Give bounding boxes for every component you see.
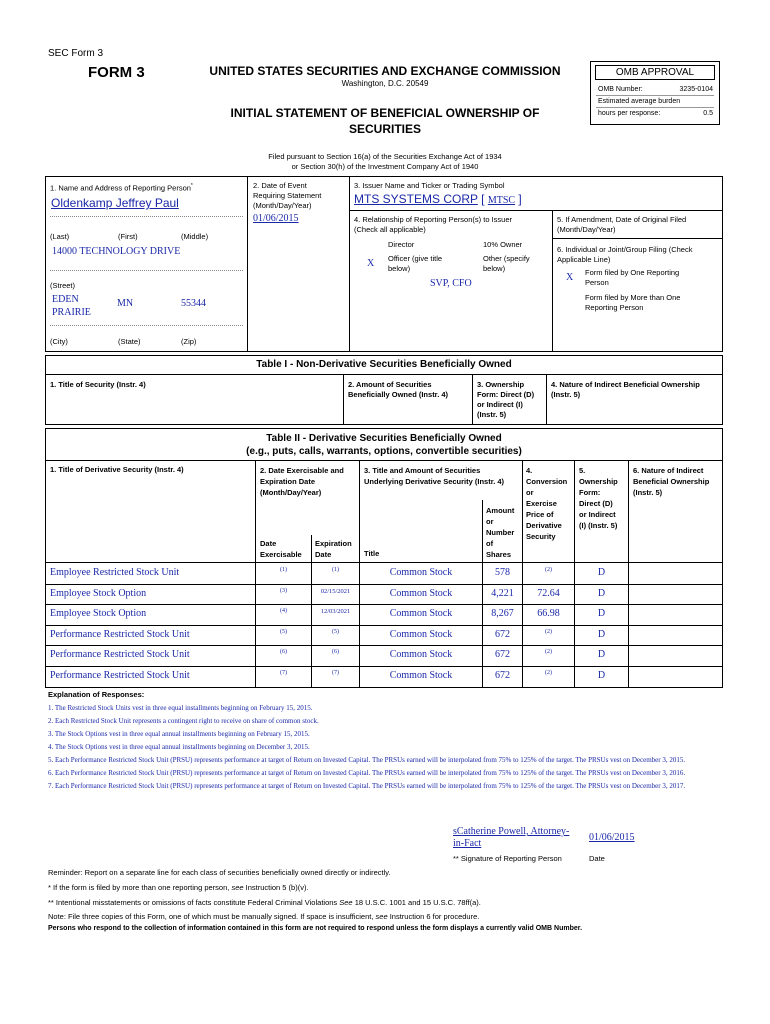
note-4: 4. The Stock Options vest in three equal annual installments beginning on December 3, 2015. (48, 743, 310, 751)
row-title: Employee Restricted Stock Unit (50, 567, 180, 578)
table-2-sub-date-exercisable: Date Exercisable (260, 539, 302, 559)
table-2-sub-expiration: Expiration Date (315, 539, 352, 559)
note-3: 3. The Stock Options vest in three equal annual installments beginning on February 15, 2015. (48, 730, 310, 738)
street-value: 14000 TECHNOLOGY DRIVE (52, 246, 181, 257)
row-title: Performance Restricted Stock Unit (50, 628, 190, 640)
table-2-col6: 6. Nature of Indirect Beneficial Ownership (Instr. 5) (633, 466, 710, 497)
persons-note: Persons who respond to the collection of information contained in this form are not required to respond unless the form displays a currently valid OMB Number. (48, 925, 583, 932)
state-value: MN (117, 298, 134, 309)
table-2-col3: 3. Title and Amount of Securities Underlying Derivative Security (Instr. 4) (364, 466, 505, 486)
filing-label: 6. Individual or Joint/Group Filing (Check Applicable Line) (557, 245, 693, 264)
reporter-label: 1. Name and Address of Reporting Person* (50, 183, 193, 193)
issuer-ticker: MTSC (487, 195, 516, 206)
table-1-col2: 2. Amount of Securities Beneficially Owned (Instr. 4) (348, 380, 449, 399)
omb-hours-value: 0.5 (703, 110, 713, 117)
row-ownership-form: D (597, 587, 606, 599)
last-label: (Last) (50, 232, 70, 241)
note-2: 2. Each Restricted Stock Unit represents a contingent right to receive on share of common stock. (48, 717, 319, 725)
omb-burden-label: Estimated average burden (598, 98, 681, 105)
signature-name: sCatherine Powell, Attorney- in-Fact (453, 826, 570, 849)
row-underlying-title: Common Stock (389, 587, 453, 599)
ten-percent-option: 10% Owner (483, 240, 523, 249)
row-shares: 672 (495, 669, 510, 681)
row-exercisable: (4) (280, 608, 287, 614)
table-2-col4: 4. Conversion or Exercise Price of Derivative Security (526, 466, 568, 541)
note-1: 1. The Restricted Stock Units vest in three equal installments beginning on February 15, 2015. (48, 704, 313, 712)
zip-value: 55344 (181, 298, 206, 309)
row-ownership-form: D (597, 608, 606, 619)
commission-title: UNITED STATES SECURITIES AND EXCHANGE COMMISSION (209, 64, 561, 78)
table-1-col3: 3. Ownership Form: Direct (D) or Indirect (I) (Instr. 5) (477, 380, 535, 419)
row-expiration: (1) (332, 567, 339, 573)
director-option: Director (388, 240, 415, 249)
omb-number-label: OMB Number: (598, 86, 643, 93)
explanation-notes (48, 703, 724, 794)
filed-pursuant-2: or Section 30(h) of the Investment Company Act of 1940 (291, 162, 479, 171)
city-value: EDEN PRAIRIE (52, 294, 91, 318)
row-underlying-title: Common Stock (389, 628, 453, 640)
relationship-label: 4. Relationship of Reporting Person(s) to Issuer (Check all applicable) (354, 215, 512, 234)
row-price: 66.98 (537, 608, 560, 619)
table-2-col2: 2. Date Exercisable and Expiration Date (Month/Day/Year) (260, 466, 344, 497)
table-2-col5: 5. Ownership Form: Direct (D) or Indirect (I) (Instr. 5) (579, 466, 618, 530)
row-underlying-title: Common Stock (389, 649, 453, 660)
street-label: (Street) (50, 281, 76, 290)
table-2-sub-title: Title (364, 549, 380, 558)
officer-title: SVP, CFO (430, 278, 472, 289)
criminal-note: ** Intentional misstatements or omissions of facts constitute Federal Criminal Violations See 18 U.S.C. 1001 and 15 U.S.C. 78ff(a). (48, 898, 481, 907)
row-exercisable: (3) (280, 587, 287, 594)
event-date-value: 01/06/2015 (253, 213, 299, 224)
row-expiration: 02/15/2021 (320, 587, 351, 595)
row-ownership-form: D (597, 669, 606, 681)
row-ownership-form: D (597, 649, 606, 660)
event-date-label: 2. Date of Event Requiring Statement (Month/Day/Year) (253, 181, 322, 210)
state-label: (State) (118, 337, 141, 346)
omb-approval-box (590, 61, 720, 125)
row-price: 72.64 (537, 587, 560, 599)
row-ownership-form: D (597, 628, 606, 640)
row-shares: 8,267 (491, 608, 514, 619)
row-expiration: (6) (332, 649, 339, 655)
row-title: Performance Restricted Stock Unit (50, 669, 190, 681)
other-option: Other (specify below) (483, 254, 530, 273)
note-7: 7. Each Performance Restricted Stock Unit (PRSU) represents performance at target of Return on Invested Capital. The PRSUs earned will be interpolated from 75% to 125% of the target. The PRSUs vest on December 3, 2017. (48, 782, 686, 790)
row-shares: 4,221 (491, 587, 514, 599)
filing-more-option: Form filed by More than One Reporting Person (585, 293, 681, 312)
row-expiration: (5) (332, 628, 339, 635)
row-price: (2) (545, 567, 552, 573)
city-label: (City) (50, 337, 68, 346)
note-5: 5. Each Performance Restricted Stock Unit (PRSU) represents performance at target of Return on Invested Capital. The PRSUs earned will be interpolated from 75% to 125% of the target. The PRSUs vest on December 3, 2015. (48, 756, 686, 764)
signature-date-label: Date (589, 854, 605, 863)
table-2-sub-amount: Amount or Number of Shares (486, 506, 515, 559)
filing-one-option: Form filed by One Reporting Person (585, 268, 680, 287)
row-shares: 672 (495, 628, 510, 640)
reminder-text: Reminder: Report on a separate line for each class of securities beneficially owned directly or indirectly. (48, 868, 391, 877)
filed-pursuant-1: Filed pursuant to Section 16(a) of the Securities Exchange Act of 1934 (268, 152, 502, 161)
signature-label: ** Signature of Reporting Person (453, 854, 562, 863)
issuer-name-row: MTS SYSTEMS CORP [ MTSC ] (354, 192, 522, 206)
table-2-col1: 1. Title of Derivative Security (Instr. 4) (50, 465, 184, 474)
commission-city: Washington, D.C. 20549 (341, 79, 429, 88)
issuer-label: 3. Issuer Name and Ticker or Trading Symbol (354, 181, 505, 190)
amendment-label: 5. If Amendment, Date of Original Filed (Month/Day/Year) (557, 215, 687, 234)
star-note: * If the form is filed by more than one reporting person, see Instruction 5 (b)(v). (48, 883, 309, 892)
file-copies-note: Note: File three copies of this Form, one of which must be manually signed. If space is insufficient, see Instruction 6 for procedure. (48, 912, 480, 921)
form-title-line1: INITIAL STATEMENT OF BENEFICIAL OWNERSHIP OF (230, 106, 540, 120)
form-title-line2: SECURITIES (348, 122, 421, 136)
row-underlying-title: Common Stock (389, 567, 453, 578)
row-ownership-form: D (597, 567, 606, 578)
zip-label: (Zip) (181, 337, 197, 346)
form-label: FORM 3 (88, 64, 145, 81)
table-2-title: Table II - Derivative Securities Beneficially Owned (e.g., puts, calls, warrants, options, convertible securities) (246, 433, 522, 457)
middle-label: (Middle) (181, 232, 209, 241)
row-underlying-title: Common Stock (389, 669, 453, 681)
row-exercisable: (7) (280, 669, 287, 676)
note-6: 6. Each Performance Restricted Stock Unit (PRSU) represents performance at target of Return on Invested Capital. The PRSUs earned will be interpolated from 75% to 125% of the target. The PRSUs vest on December 3, 2016. (48, 769, 686, 777)
officer-check-mark: X (367, 258, 375, 269)
omb-title: OMB APPROVAL (595, 65, 715, 80)
row-shares: 672 (495, 649, 510, 660)
table-1-col1: 1. Title of Security (Instr. 4) (50, 380, 146, 389)
row-exercisable: (1) (280, 567, 287, 573)
sec-form-label: SEC Form 3 (48, 48, 104, 59)
row-price: (2) (545, 649, 552, 655)
signature-date: 01/06/2015 (589, 832, 635, 843)
filing-check-mark: X (566, 272, 574, 283)
row-underlying-title: Common Stock (389, 608, 453, 619)
row-shares: 578 (495, 567, 510, 578)
row-exercisable: (5) (280, 628, 287, 635)
row-title: Employee Stock Option (50, 587, 147, 599)
row-expiration: 12/03/2021 (320, 608, 351, 615)
row-title: Performance Restricted Stock Unit (50, 649, 190, 660)
row-price: (2) (545, 628, 552, 635)
table-1-col4: 4. Nature of Indirect Beneficial Ownership (Instr. 5) (551, 380, 700, 399)
row-title: Employee Stock Option (50, 608, 147, 619)
reporter-name: Oldenkamp Jeffrey Paul (51, 196, 179, 210)
explanation-heading: Explanation of Responses: (48, 690, 145, 699)
omb-hours-label: hours per response: (598, 110, 661, 117)
officer-option: Officer (give title below) (388, 254, 443, 273)
omb-number-value: 3235-0104 (679, 86, 713, 93)
row-exercisable: (6) (280, 649, 287, 655)
row-expiration: (7) (332, 669, 339, 676)
table-1-title: Table I - Non-Derivative Securities Beneficially Owned (256, 359, 512, 370)
first-label: (First) (118, 232, 138, 241)
issuer-name: MTS SYSTEMS CORP (354, 192, 478, 206)
row-price: (2) (545, 669, 552, 676)
